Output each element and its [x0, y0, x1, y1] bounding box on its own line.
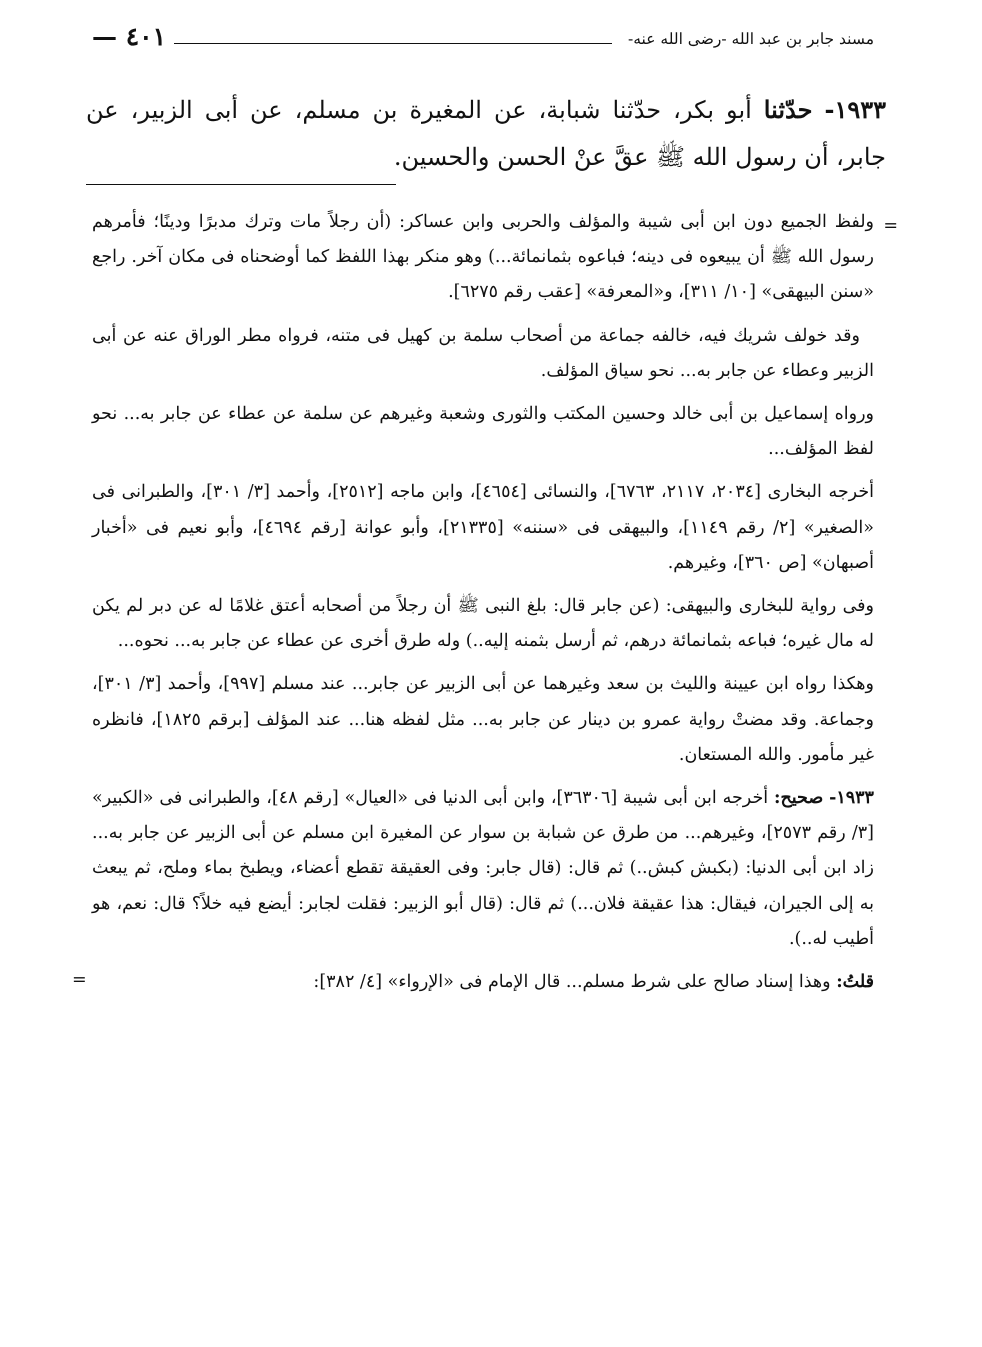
- hadith-body: أبو بكر، حدّثنا شبابة، عن المغيرة بن مسلم، عن أبى الزبير، عن جابر، أن رسول الله ﷺ عقَّ عنْ الحسن والحسين.: [86, 96, 886, 171]
- page-number-value: ٤٠١: [125, 22, 167, 51]
- page-number: — ٤٠١: [92, 22, 167, 51]
- footnote-paragraph-1: ولفظ الجميع دون ابن أبى شيبة والمؤلف والحربى وابن عساكر: (أن رجلاً مات وترك مدبرًا ودينًا؛ فأمرهم رسول الله ﷺ أن يبيعوه فى دينه؛ فباعوه بثمانمائة...) وهو منكر بهذا اللفظ كما أوضحناه فى مكان آخر. راجع «سنن البيهقى» [١٠/ ٣١١]، و«المعرفة» [عقب رقم ٦٢٧٥].: [92, 212, 874, 303]
- hadith-lead: حدّثنا: [763, 95, 813, 124]
- grade-label: صحيح:: [774, 788, 824, 809]
- continuation-mark: =: [883, 216, 898, 236]
- footnote-hadith-number: ١٩٣٣-: [829, 788, 874, 809]
- footnote-paragraph-4: أخرجه البخارى [٢٠٣٤، ٢١١٧، ٦٧٦٣]، والنسائى [٤٦٥٤]، وابن ماجه [٢٥١٢]، وأحمد [٣/ ٣٠١]، والطبرانى فى «الصغير» [٢/ رقم ١١٤٩]، والبيهقى فى «سننه» [٢١٣٣٥]، وأبو عوانة [رقم ٤٦٩٤]، وأبو نعيم فى «أخبار أصبهان» [ص ٣٦٠]، وغيرهم.: [92, 482, 874, 573]
- footnote-paragraph-3: ورواه إسماعيل بن أبى خالد وحسين المكتب والثورى وشعبة وغيرهم عن سلمة عن عطاء عن جابر به... نحو لفظ المؤلف...: [92, 404, 874, 460]
- header-title: مسند جابر بن عبد الله -رضى الله عنه-: [628, 30, 874, 48]
- footnotes: [72, 205, 898, 1008]
- footnote-paragraph-5: وفى رواية للبخارى والبيهقى: (عن جابر قال: بلغ النبى ﷺ أن رجلاً من أصحابه أعتق غلامًا له عن دبر لم يكن له مال غيره؛ فباعه بثمانمائة درهم، ثم أرسل بثمنه إليه..) وله طرق أخرى عن عطاء عن جابر به... نحوه...: [92, 596, 874, 652]
- footnote-paragraph-8-text: وهذا إسناد صالح على شرط مسلم... قال الإمام فى «الإرواء» [٤/ ٣٨٢]:: [313, 972, 831, 993]
- end-continuation-mark: =: [72, 970, 87, 991]
- hadith-number: ١٩٣٣-: [824, 95, 886, 124]
- footnote-paragraph-2: وقد خولف شريك فيه، خالفه جماعة من أصحاب سلمة بن كهيل فى متنه، فرواه مطر الوراق عنه عن أبى الزبير وعطاء عن جابر به... نحو سياق المؤلف.: [92, 325, 874, 381]
- footnote-paragraph-7-text: أخرجه ابن أبى شيبة [٣٦٣٠٦]، وابن أبى الدنيا فى «العيال» [رقم ٤٨]، والطبرانى فى «الكبير» [٣/ رقم ٢٥٧٣]، وغيرهم... من طرق عن شبابة بن سوار عن المغيرة ابن مسلم عن أبى الزبير عن جابر به... زاد ابن أبى الدنيا: (بكبش كبش..) ثم قال: (قال جابر: وفى العقيقة تقطع أعضاء، ويطبخ بماء وملح، ثم يبعث به إلى الجيران، فيقال: هذا عقيقة فلان...) ثم قال: (قال أبو الزبير: فقلت لجابر: أيضع فيه خلاً؟ قال: نعم، هو أطيب له..).: [92, 788, 874, 949]
- footnote-paragraph-7: [92, 781, 874, 957]
- footnote-paragraph-6: وهكذا رواه ابن عيينة والليث بن سعد وغيرهما عن أبى الزبير عن جابر... عند مسلم [٩٩٧]، وأحمد [٣/ ٣٠١]، وجماعة. وقد مضتْ رواية عمرو بن دينار عن جابر به... مثل لفظه هنا... عند المؤلف [برقم ١٨٢٥]، فانظره غير مأمور. والله المستعان.: [92, 674, 874, 765]
- running-header: [92, 22, 874, 58]
- author-comment-label: قلتُ:: [836, 972, 874, 993]
- header-rule: [174, 43, 612, 44]
- hadith-main-text: [86, 86, 886, 181]
- footnote-separator: [86, 184, 396, 185]
- footnote-paragraph-8: [72, 965, 874, 1000]
